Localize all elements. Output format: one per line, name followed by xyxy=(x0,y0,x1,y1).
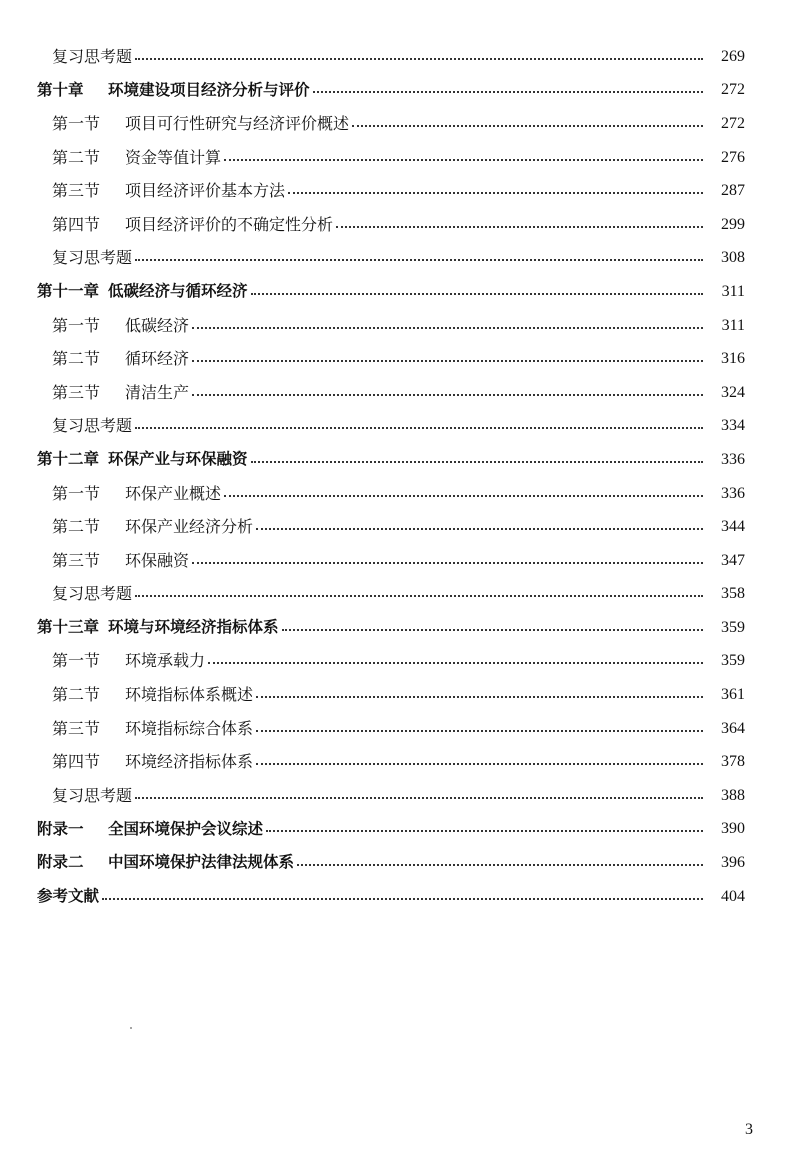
toc-entry-title: 环境与环境经济指标体系 xyxy=(108,618,279,637)
toc-entry-number: 第二节 xyxy=(52,147,101,167)
toc-entry-number: 第三节 xyxy=(52,181,101,201)
toc-entry-page: 396 xyxy=(721,854,745,872)
toc-entry-page: 361 xyxy=(721,686,745,704)
toc-entry-number: 第二节 xyxy=(52,685,101,705)
toc-entry-title: 环境承载力 xyxy=(125,651,206,671)
toc-entry[interactable] xyxy=(0,779,790,813)
toc-references[interactable] xyxy=(0,880,790,914)
scan-speck xyxy=(130,1027,132,1029)
toc-entry[interactable] xyxy=(0,376,790,410)
leader-dots xyxy=(251,293,703,295)
toc-entry-number: 第二节 xyxy=(52,517,101,537)
toc-entry-title: 复习思考题 xyxy=(52,785,133,805)
toc-entry-number: 附录二 xyxy=(37,853,84,872)
toc-entry-title: 环境经济指标体系 xyxy=(125,752,254,772)
leader-dots xyxy=(102,898,703,900)
toc-entry-number: 第四节 xyxy=(52,752,101,772)
toc-entry-title: 环保融资 xyxy=(125,550,190,570)
toc-entry-title: 环保产业与环保融资 xyxy=(108,450,248,469)
toc-entry-number: 第十一章 xyxy=(37,282,100,301)
toc-entry-page: 308 xyxy=(721,249,745,267)
toc-entry-title: 项目经济评价基本方法 xyxy=(125,181,286,201)
toc-entry-page: 336 xyxy=(721,450,745,468)
toc-entry-page: 358 xyxy=(721,585,745,603)
leader-dots xyxy=(135,259,703,261)
toc-entry[interactable] xyxy=(0,645,790,679)
toc-entry-title: 清洁生产 xyxy=(125,382,190,402)
toc-entry-page: 324 xyxy=(721,383,745,401)
leader-dots xyxy=(282,629,703,631)
toc-entry-page: 272 xyxy=(721,114,745,132)
toc-entry[interactable] xyxy=(0,477,790,511)
toc-entry-page: 359 xyxy=(721,618,745,636)
toc-entry-number: 第三节 xyxy=(52,718,101,738)
leader-dots xyxy=(192,327,703,329)
toc-entry[interactable] xyxy=(0,141,790,175)
leader-dots xyxy=(251,461,703,463)
toc-entry-page: 311 xyxy=(721,316,745,334)
toc-entry[interactable] xyxy=(0,174,790,208)
toc-entry-page: 287 xyxy=(721,182,745,200)
leader-dots xyxy=(224,159,703,161)
toc-entry-number: 第十章 xyxy=(37,80,84,99)
toc-entry-number: 第三节 xyxy=(52,550,101,570)
toc-entry-title: 环保产业经济分析 xyxy=(125,517,254,537)
leader-dots xyxy=(208,662,703,664)
toc-entry-title: 环境指标综合体系 xyxy=(125,718,254,738)
toc-appendix[interactable] xyxy=(0,813,790,847)
toc-entry-number: 第一节 xyxy=(52,113,101,133)
leader-dots xyxy=(336,226,703,228)
toc-entry-number: 第一节 xyxy=(52,483,101,503)
toc-entry[interactable] xyxy=(0,40,790,74)
toc-entry[interactable] xyxy=(0,342,790,376)
toc-entry-page: 378 xyxy=(721,753,745,771)
toc-entry-page: 269 xyxy=(721,47,745,65)
leader-dots xyxy=(297,864,703,866)
toc-entry[interactable] xyxy=(0,242,790,276)
toc-entry-number: 附录一 xyxy=(37,819,84,838)
toc-entry[interactable] xyxy=(0,410,790,444)
toc-entry-number: 第一节 xyxy=(52,315,101,335)
toc-entry-page: 334 xyxy=(721,417,745,435)
leader-dots xyxy=(135,427,703,429)
toc-entry[interactable] xyxy=(0,208,790,242)
toc-entry-title: 循环经济 xyxy=(125,349,190,369)
leader-dots xyxy=(313,91,703,93)
leader-dots xyxy=(256,730,703,732)
leader-dots xyxy=(224,495,703,497)
toc-entry-page: 347 xyxy=(721,551,745,569)
leader-dots xyxy=(256,528,703,530)
toc-entry[interactable] xyxy=(0,745,790,779)
toc-entry-title: 环保产业概述 xyxy=(125,483,222,503)
toc-entry[interactable] xyxy=(0,510,790,544)
page-number: 3 xyxy=(745,1121,753,1138)
leader-dots xyxy=(192,394,703,396)
toc-entry-number: 第三节 xyxy=(52,382,101,402)
toc-entry-page: 276 xyxy=(721,148,745,166)
toc-entry-page: 344 xyxy=(721,518,745,536)
leader-dots xyxy=(256,696,703,698)
toc-entry-page: 404 xyxy=(721,887,745,905)
leader-dots xyxy=(135,797,703,799)
leader-dots xyxy=(135,58,703,60)
toc-appendix[interactable] xyxy=(0,846,790,880)
toc-entry-number: 第十三章 xyxy=(37,618,100,637)
leader-dots xyxy=(135,595,703,597)
toc-entry-title: 环境指标体系概述 xyxy=(125,685,254,705)
toc-entry-title: 资金等值计算 xyxy=(125,147,222,167)
toc-entry-number: 第一节 xyxy=(52,651,101,671)
leader-dots xyxy=(266,830,703,832)
toc-entry-title: 复习思考题 xyxy=(52,416,133,436)
toc-entry-number: 第十二章 xyxy=(37,450,100,469)
toc-chapter[interactable] xyxy=(0,611,790,645)
toc-entry-title: 全国环境保护会议综述 xyxy=(108,819,264,838)
toc-chapter[interactable] xyxy=(0,275,790,309)
toc-entry-title: 项目经济评价的不确定性分析 xyxy=(125,214,334,234)
toc-entry-title: 参考文献 xyxy=(37,886,100,905)
leader-dots xyxy=(256,763,703,765)
toc-entry-page: 364 xyxy=(721,719,745,737)
toc-entry-title: 环境建设项目经济分析与评价 xyxy=(108,80,310,99)
toc-entry[interactable] xyxy=(0,544,790,578)
toc-entry-page: 316 xyxy=(721,350,745,368)
toc-entry-page: 388 xyxy=(721,786,745,804)
toc-entry[interactable] xyxy=(0,107,790,141)
toc-entry-page: 311 xyxy=(721,282,745,300)
toc-entry-title: 复习思考题 xyxy=(52,584,133,604)
toc-entry-title: 低碳经济 xyxy=(125,315,190,335)
toc-entry-page: 359 xyxy=(721,652,745,670)
leader-dots xyxy=(352,125,703,127)
toc-entry-title: 项目可行性研究与经济评价概述 xyxy=(125,113,350,133)
toc-entry[interactable] xyxy=(0,309,790,343)
table-of-contents xyxy=(0,40,790,913)
toc-entry-title: 复习思考题 xyxy=(52,248,133,268)
toc-entry-page: 390 xyxy=(721,820,745,838)
toc-entry-title: 中国环境保护法律法规体系 xyxy=(108,853,295,872)
toc-entry[interactable] xyxy=(0,712,790,746)
toc-entry-title: 复习思考题 xyxy=(52,46,133,66)
toc-entry-page: 272 xyxy=(721,81,745,99)
toc-entry-number: 第四节 xyxy=(52,214,101,234)
leader-dots xyxy=(288,192,703,194)
toc-entry-page: 299 xyxy=(721,215,745,233)
toc-chapter[interactable] xyxy=(0,74,790,108)
toc-entry[interactable] xyxy=(0,578,790,612)
toc-chapter[interactable] xyxy=(0,443,790,477)
toc-entry[interactable] xyxy=(0,678,790,712)
toc-entry-page: 336 xyxy=(721,484,745,502)
leader-dots xyxy=(192,360,703,362)
toc-entry-number: 第二节 xyxy=(52,349,101,369)
leader-dots xyxy=(192,562,703,564)
toc-entry-title: 低碳经济与循环经济 xyxy=(108,282,248,301)
